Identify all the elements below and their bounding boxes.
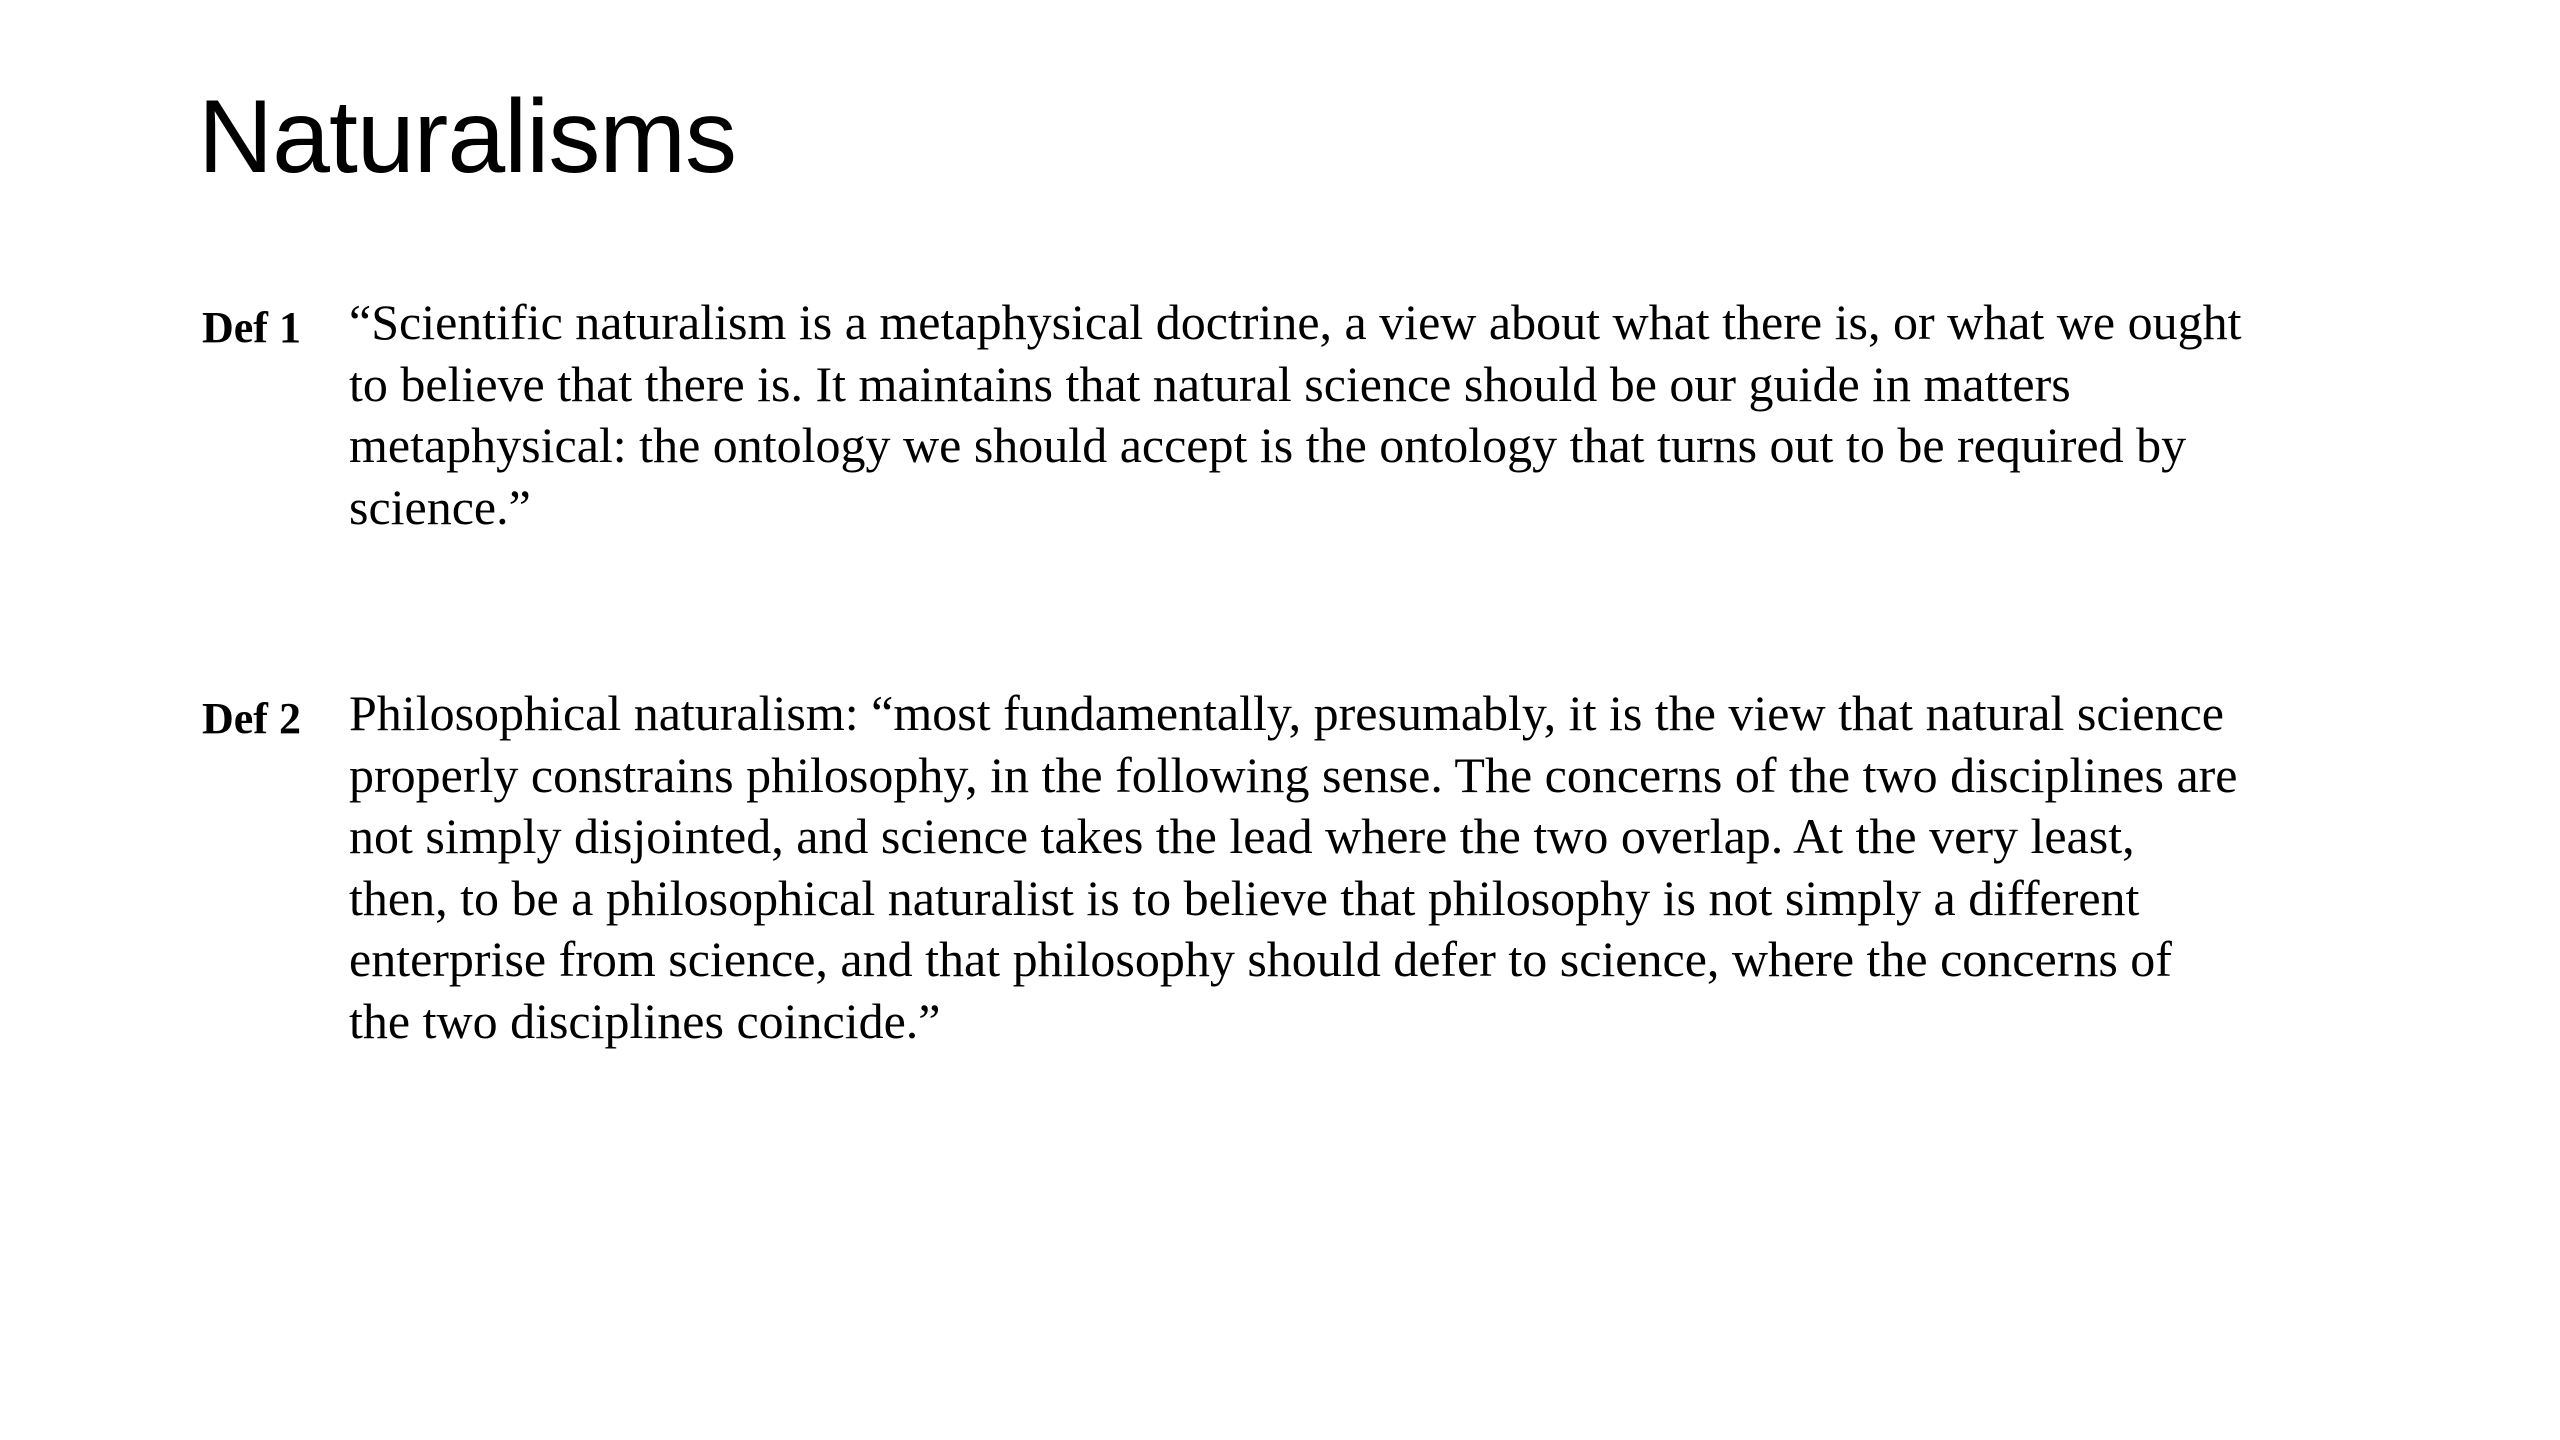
definition-1-line: “Scientific naturalism is a metaphysical doctrine, a view about what there is, or what we ought bbox=[349, 294, 2242, 350]
definition-1-line: metaphysical: the ontology we should accept is the ontology that turns out to be required by bbox=[349, 417, 2187, 473]
definition-1-line: to believe that there is. It maintains that natural science should be our guide in matters bbox=[349, 355, 2071, 412]
slide-title: Naturalisms bbox=[198, 79, 736, 195]
definition-2-line: Philosophical naturalism: “most fundamentally, presumably, it is the view that natural science bbox=[349, 685, 2224, 741]
definition-2-line: properly constrains philosophy, in the following sense. The concerns of the two disciplines are bbox=[349, 746, 2238, 803]
definition-1-label: Def 1 bbox=[202, 303, 301, 352]
definition-2-label: Def 2 bbox=[202, 694, 301, 743]
definition-2-line: enterprise from science, and that philosophy should defer to science, where the concerns of bbox=[349, 931, 2172, 987]
definition-2-text bbox=[349, 683, 2399, 1052]
definition-2-line: then, to be a philosophical naturalist is to believe that philosophy is not simply a different bbox=[349, 869, 2140, 926]
definition-1-text bbox=[349, 292, 2399, 538]
definition-2-line: not simply disjointed, and science takes the lead where the two overlap. At the very least, bbox=[349, 808, 2135, 864]
definition-2-line: the two disciplines coincide.” bbox=[349, 992, 941, 1049]
definition-1-line: science.” bbox=[349, 478, 531, 535]
